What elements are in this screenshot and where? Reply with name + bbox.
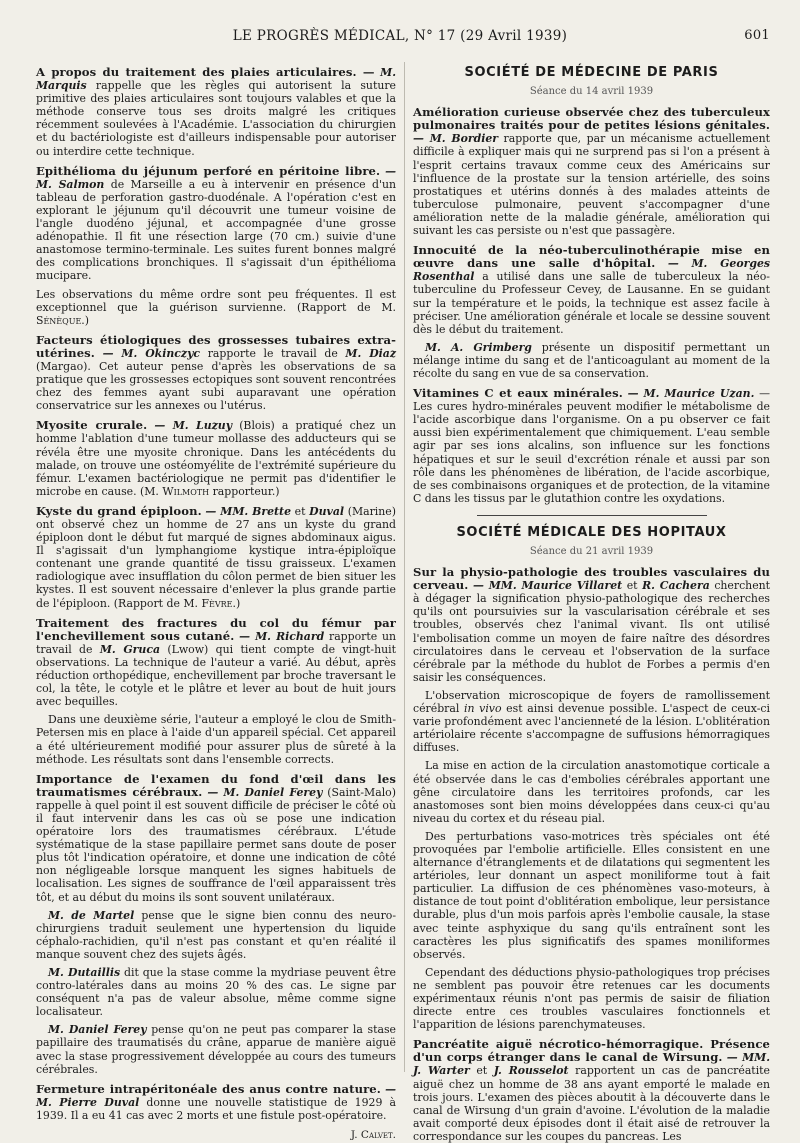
article-heading: Traitement des fractures du col du fémur par l'enchevillement sous cutané. — [36, 615, 396, 643]
rapporteur-name: Wilmoth — [162, 484, 210, 498]
article-heading: Importance de l'examen du fond d'œil dans les traumatismes cérébraux. — [36, 771, 396, 799]
article-text: pense qu'on ne peut pas comparer la stase papillaire des traumatisés du crâne, apparue de manière aiguë avec la stase progressivement développée au cours des tumeurs cérébrales. — [36, 1023, 396, 1076]
journal-title: LE PROGRÈS MÉDICAL, N° 17 (29 Avril 1939) — [232, 28, 568, 44]
article-text: — Les cures hydro-minérales peuvent modifier le métabolisme de l'acide ascorbique dans l'organisme. On a pu observer ce fait aussi bien expérimentalement que chimiquement. L'eau semble agir par ses ions alcalins, son influence sur les fonctions hépatiques et sur le seuil d'excrétion rénale et aussi par son rôle dans les phénomènes de libération, de l'acide ascorbique, de ses combinaisons organiques et de protection, de la vitamine C dans les tissus par le glutathion contre les oxydations. — [413, 387, 770, 505]
rapporteur-name: Sénèque.) — [36, 313, 89, 327]
article-myosite-crurale — [36, 419, 396, 498]
article-text: rapporte que, par un mécanisme actuellement difficile à expliquer mais qui ne surprend pas si l'on a présent à l'esprit certains travaux comme ceux des Américains sur l'influence de la prostate sur la tension artérielle, des soins prostatiques et utérins donnés à des malades atteints de tuberculose pulmonaire, peuvent s'accompagner d'une amélioration nette de la maladie générale, amélioration qui suivant les cas persiste ou n'est que passagère. — [413, 132, 771, 238]
article-plaies-articulaires — [36, 66, 396, 158]
article-text: rapporte le travail de — [207, 346, 338, 360]
article-text: est ainsi devenue possible. L'aspect de ceux-ci varie profondément avec l'ancienneté de la lésion. L'oblitération artériolaire récente s'accompagne de suffusions hémorragiques diffuses. — [413, 702, 770, 755]
article-author: — MM. Maurice Villaret — [472, 579, 623, 593]
article-author: — M. Georges Rosenthal — [413, 257, 771, 284]
article-heading: Myosite crurale. — [36, 418, 148, 433]
article-text: L'observation microscopique de foyers de ramollissement cérébral — [413, 688, 770, 716]
page-number: 601 — [744, 28, 770, 43]
article-text: Cependant des déductions physio-pathologiques trop précises ne semblent pas pouvoir être retenues car les documents expérimentaux réunis n'ont pas permis de saisir de filiation directe entre ces troubles vasculaires fonctionnels et l'apparition de lésions parenchymateuses. — [413, 965, 770, 1032]
article-pancreatite — [413, 1038, 770, 1143]
article-text: La mise en action de la circulation anastomotique corticale a été observée dans le cas d'embolies cérébrales apportant une gêne circulatoire dans les territoires profonds, car les anastomoses sont bien moins développées dans ceux-ci qu'au niveau du cortex et du réseau pial. — [413, 759, 770, 825]
article-text: dit que la stase comme la mydriase peuvent être contro-latérales dans au moins 20 % des cas. Le signe par conséquent n'a pas de valeur absolue, même comme signe localisateur. — [36, 966, 396, 1019]
article-author: J. Rousselot — [493, 1064, 569, 1078]
seance-date: Séance du 21 avril 1939 — [529, 546, 654, 557]
article-author: — M. Salmon — [36, 164, 396, 191]
article-heading: Vitamines C et eaux minérales. — [413, 386, 623, 401]
article-text: (Marine) ont observé chez un homme de 27 ans un kyste du grand épiploon dont le début fut marqué de signes abdominaux aigus. Il s'agissait d'un lymphangiome kystique intra-épiploïque contenant une grande quantité de tissu graisseux. L'examen radiologique avec insufflation du côlon permet de bien situer les kystes. Il est souvent nécessaire d'enlever la plus grande partie de l'épiploon. (Rapport de M. — [36, 504, 396, 610]
article-author: M. Daniel Ferey — [48, 1023, 147, 1037]
article-heading: Facteurs étiologiques des grossesses tubaires extra-utérines. — [36, 332, 396, 360]
article-kyste-epiploon — [36, 505, 396, 610]
article-author: M. A. Grimberg — [425, 340, 532, 354]
left-column — [36, 65, 397, 1142]
section-title-medicale-hopitaux: SOCIÉTÉ MÉDICALE DES HOPITAUX — [456, 524, 727, 540]
article-author: R. Cachera — [642, 579, 710, 593]
article-text: et — [626, 579, 638, 593]
article-text: a utilisé dans une salle de tuberculeux la néo-tuberculine du Professeur Cevey, de Lausanne. En se guidant sur la température et le poids, la technique est assez facile à préciser. Une amélioration générale et locale se dessine souvent dès le début du traitement. — [413, 270, 770, 336]
article-heading: Amélioration curieuse observée chez des tuberculeux pulmonaires traités pour de petites lésions génitales. — [413, 105, 770, 133]
article-author: M. Dutaillis — [48, 966, 121, 979]
article-text: présente un dispositif permettant un mélange intime du sang et de l'anticoagulant au moment de la récolte du sang en vue de sa conservation. — [413, 340, 770, 380]
rapporteur-name: Fèvre.) — [201, 596, 241, 610]
article-author: — M. Luzuy — [154, 419, 233, 433]
article-heading: Sur la physio-pathologie des troubles vasculaires du cerveau. — [413, 565, 770, 593]
article-fermeture-anus — [36, 1083, 396, 1122]
article-text: (Margao). Cet auteur pense d'après les observations de sa pratique que les grossesses ectopiques sont souvent rencontrées chez des femmes ayant subi auparavant une opération conservatrice sur les annexes ou l'utérus. — [36, 359, 396, 413]
article-text: rapporteur.) — [212, 484, 280, 498]
article-heading: Pancréatite aiguë nécrotico-hémorragique. Présence d'un corps étranger dans le canal de Wirsung. — [413, 1037, 770, 1065]
article-heading: Epithélioma du jéjunum perforé en péritoine libre. — [36, 163, 381, 178]
article-text: rappelle que les règles qui autorisent la suture primitive des plaies articulaires sont toujours valables et que la méthode conserve tous ses droits malgré les critiques récemment soulevées à l'Académie. L'association du chirurgien et du bactériologiste est d'ailleurs indispensable pour autoriser ou interdire cette technique. — [36, 79, 396, 158]
article-text: cherchent à dégager la signification physio-pathologique des recherches qu'ils ont poursuivies sur la vascularisation cérébrale et ses troubles, observés chez l'animal vivant. Ils ont utilisé l'embolisation comme un moyen de faire naître des désordres circulatoires dans le cerveau et l'observation de la surface cérébrale par la méthode du hublot de Forbes a permis d'en saisir les conséquences. — [413, 579, 771, 684]
running-head — [30, 28, 770, 44]
article-epithelioma-jejunum — [36, 165, 396, 327]
article-text: et — [476, 1064, 488, 1078]
article-neo-tuberculinotherapie — [413, 244, 770, 380]
article-text: rapporte un travail de — [36, 629, 397, 656]
article-author: — M. Okinczyc — [102, 346, 201, 360]
article-fond-oeil — [36, 773, 396, 1076]
article-heading: Innocuité de la néo-tuberculinothérapie mise en œuvre dans une salle d'hôpital. — [413, 243, 770, 271]
article-author: — M. Pierre Duval — [36, 1082, 396, 1109]
article-author: — M. Bordier — [413, 132, 499, 146]
article-vitamines-eaux — [413, 387, 770, 505]
column-divider — [404, 62, 405, 1072]
article-author: M. Gruca — [99, 642, 161, 656]
article-author: — MM. J. Warter — [413, 1051, 771, 1078]
article-heading: Fermeture intrapéritonéale des anus contre nature. — [36, 1081, 381, 1096]
article-author: — M. Richard — [239, 629, 325, 643]
article-troubles-vasculaires — [413, 566, 770, 1031]
section-title-medecine-paris: SOCIÉTÉ DE MÉDECINE DE PARIS — [464, 65, 719, 80]
article-text: (Lwow) qui tient compte de vingt-huit observations. La technique de l'auteur a varié. Au début, après réduction orthopédique, enchevillement par broche traversant le col, la tête, le cotyle et le plâtre et lever au bout de huit jours avec bequilles. — [36, 642, 396, 709]
article-author: Duval — [309, 504, 345, 518]
article-text: Des perturbations vaso-motrices très spéciales ont été provoquées par l'embolie artificielle. Elles consistent en une alternance d'étranglements et de dilatations qui segmentent les artérioles, leur donnant un aspect moniliforme tout à fait particulier. La diffusion de ces phénomènes vaso-moteurs, à distance de tout point d'oblitération embolique, leur persistance durable, plus d'un mois parfois après l'embolie causale, la stase avec teinte asphyxique du sang qu'ils entraînent sont les caractères les plus significatifs des spames moniliformes observés. — [413, 829, 770, 961]
article-tuberculeux-genitales — [413, 106, 770, 237]
article-text: et — [294, 504, 306, 518]
signature: J. Calvet. — [350, 1129, 396, 1142]
article-text: donne une nouvelle statistique de 1929 à 1939. Il a eu 41 cas avec 2 morts et une fistule post-opératoire. — [36, 1095, 396, 1122]
article-author: M. Diaz — [345, 346, 397, 360]
article-author: — M. Daniel Ferey — [207, 785, 323, 799]
article-text-italic: in vivo — [464, 702, 502, 716]
article-text: de Marseille a eu à intervenir en présence d'un tableau de perforation gastro-duodénale. A l'opération c'est en explorant le jéjunum qu'il découvrit une tumeur voisine de l'angle duodéno jéjunal, et accompagnée d'une grosse adénopathie. Il fit une résection large (70 cm.) suivie d'une anastomose termino-terminale. Les suites furent bonnes malgré des complications bronchiques. Il s'agissait d'un épithélioma mucipare. — [36, 177, 397, 283]
article-text: Les observations du même ordre sont peu fréquentes. Il est exceptionnel que la guérison survienne. (Rapport de M. — [36, 287, 396, 314]
article-grossesses-tubaires — [36, 334, 396, 413]
article-author: — MM. Brette — [205, 504, 292, 518]
article-author: — M. Maurice Uzan. — [627, 387, 755, 401]
section-separator — [477, 515, 707, 516]
article-text: rapportent un cas de pancréatite aiguë chez un homme de 38 ans ayant emporté le malade en trois jours. L'examen des pièces aboutit à la découverte dans le canal de Wirsung d'un grain d'avoine. L'évolution de la maladie avait comporté deux épisodes dont il était aisé de retrouver la correspondance sur les coupes du pancreas. Les — [413, 1064, 770, 1143]
article-heading: Kyste du grand épiploon. — [36, 503, 202, 518]
right-column — [413, 65, 771, 1143]
seance-date: Séance du 14 avril 1939 — [529, 86, 654, 98]
article-text: pense que le signe bien connu des neuro-chirurgiens traduit seulement une hypertension du liquide céphalo-rachidien, qu'il n'est pas constant et qu'en réalité il manque souvent chez des sujets âgés. — [36, 908, 397, 961]
article-heading: A propos du traitement des plaies articulaires. — — [36, 65, 375, 79]
article-text: (Blois) a pratiqué chez un homme l'ablation d'une tumeur mollasse des adducteurs qui se révéla être une myosite chronique. Dans les antécédents du malade, on trouve une ostéomyélite de l'extrémité supérieure du fémur. L'examen bactériologique ne permit pas d'identifier le microbe en cause. (M. — [36, 419, 397, 498]
article-author: M. de Martel — [48, 908, 135, 922]
article-author: M. Marquis — [36, 66, 396, 93]
article-fractures-col-femur — [36, 617, 396, 766]
article-text: (Saint-Malo) rappelle à quel point il est souvent difficile de préciser le côté où il faut intervenir dans les cas où se pose une indication opératoire lors des traumatismes cérébraux. L'étude systématique de la stase papillaire permet sans doute de poser plus tôt l'indication opératoire, et donne une indication de côté non négligeable lorsque manquent les signes habituels de localisation. Les signes de souffrance de l'œil apparaissent très tôt, et au début du moins ils sont souvent unilatéraux. — [36, 785, 396, 904]
article-text: Dans une deuxième série, l'auteur a employé le clou de Smith-Petersen mis en place à l'aide d'un appareil spécial. Cet appareil a été ultérieurement modifié pour assurer plus de sûreté à la méthode. Les résultats sont dans l'ensemble corrects. — [36, 713, 396, 766]
